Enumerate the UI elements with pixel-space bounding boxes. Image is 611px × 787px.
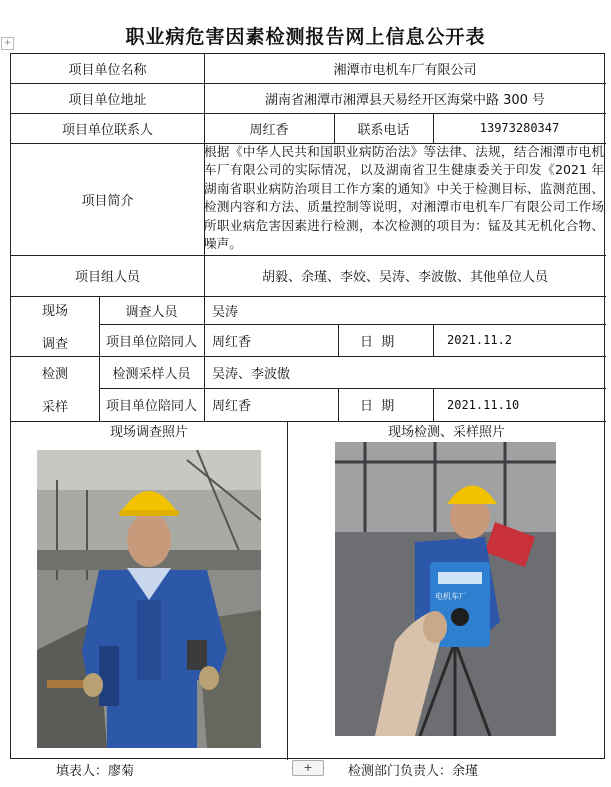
sampler-label: 检测采样人员 xyxy=(112,366,191,382)
sampling-photo xyxy=(335,442,556,736)
sampling-date-label: 日 期 xyxy=(360,399,395,414)
survey-label xyxy=(11,296,99,356)
table-move-handle[interactable]: + xyxy=(1,37,14,50)
add-row-button[interactable]: + xyxy=(292,760,324,776)
sampling-photo-caption: 现场检测、采样照片 xyxy=(387,424,505,440)
intro-label: 项目简介 xyxy=(81,193,134,209)
members-label: 项目组人员 xyxy=(74,270,140,285)
unit-name-value: 湘潭市电机车厂有限公司 xyxy=(333,63,477,78)
sampler-value: 吴涛、李波傲 xyxy=(212,366,291,382)
phone-value: 13973280347 xyxy=(479,121,560,135)
reviewer-footer: 检测部门负责人：余瑾 xyxy=(348,764,479,779)
info-table xyxy=(10,53,605,759)
address-value: 湖南省湘潭市湘潭县天易经开区海棠中路 300 号 xyxy=(264,92,546,108)
members-value: 胡毅、余瑾、李姣、吴涛、李波傲、其他单位人员 xyxy=(261,270,548,285)
worker-portrait-image xyxy=(37,450,261,748)
sampling-label-line2: 采样 xyxy=(41,399,68,415)
survey-escort-value: 周红香 xyxy=(212,334,252,350)
sampling-date-value: 2021.11.10 xyxy=(447,397,520,412)
contact-label: 项目单位联系人 xyxy=(61,122,153,138)
survey-label-line2: 调查 xyxy=(41,337,68,352)
page-title: 职业病危害因素检测报告网上信息公开表 xyxy=(125,26,486,48)
unit-name-label: 项目单位名称 xyxy=(68,63,147,78)
survey-photo-caption: 现场调查照片 xyxy=(109,424,188,440)
contact-value: 周红香 xyxy=(249,122,289,138)
intro-text: 根据《中华人民共和国职业病防治法》等法律、法规，结合湘潭市电机车厂有限公司的实际情况，以及湖南省卫生健康委关于印发《2021 年湖南省职业病防治项目工作方案的通知》中关于检测目标、监测范围、检测内容和方法、质量控制等说明，对湘潭市电机车厂有限公司工作场所职业病危害因素进行检测，本次检测的项目为：锰及其无机化合物、噪声。 xyxy=(204,144,604,252)
survey-escort-label: 项目单位陪同人 xyxy=(105,334,197,350)
investigator-value: 吴涛 xyxy=(212,304,239,320)
investigator-label: 调查人员 xyxy=(125,304,178,320)
sampling-label xyxy=(11,356,99,421)
phone-label: 联系电话 xyxy=(357,122,410,138)
survey-photo xyxy=(37,450,261,748)
sampling-escort-label: 项目单位陪同人 xyxy=(105,399,197,414)
sampling-escort-value: 周红香 xyxy=(212,399,252,414)
survey-label-line1: 现场 xyxy=(41,304,68,319)
filler-footer: 填表人：廖菊 xyxy=(56,764,135,779)
sampling-label-line1: 检测 xyxy=(41,366,68,382)
sampling-scene-image xyxy=(335,442,556,736)
address-label: 项目单位地址 xyxy=(68,92,147,108)
device-label: 电机车厂 xyxy=(435,592,467,601)
survey-date-value: 2021.11.2 xyxy=(447,333,513,347)
survey-date-label: 日 期 xyxy=(360,334,395,350)
